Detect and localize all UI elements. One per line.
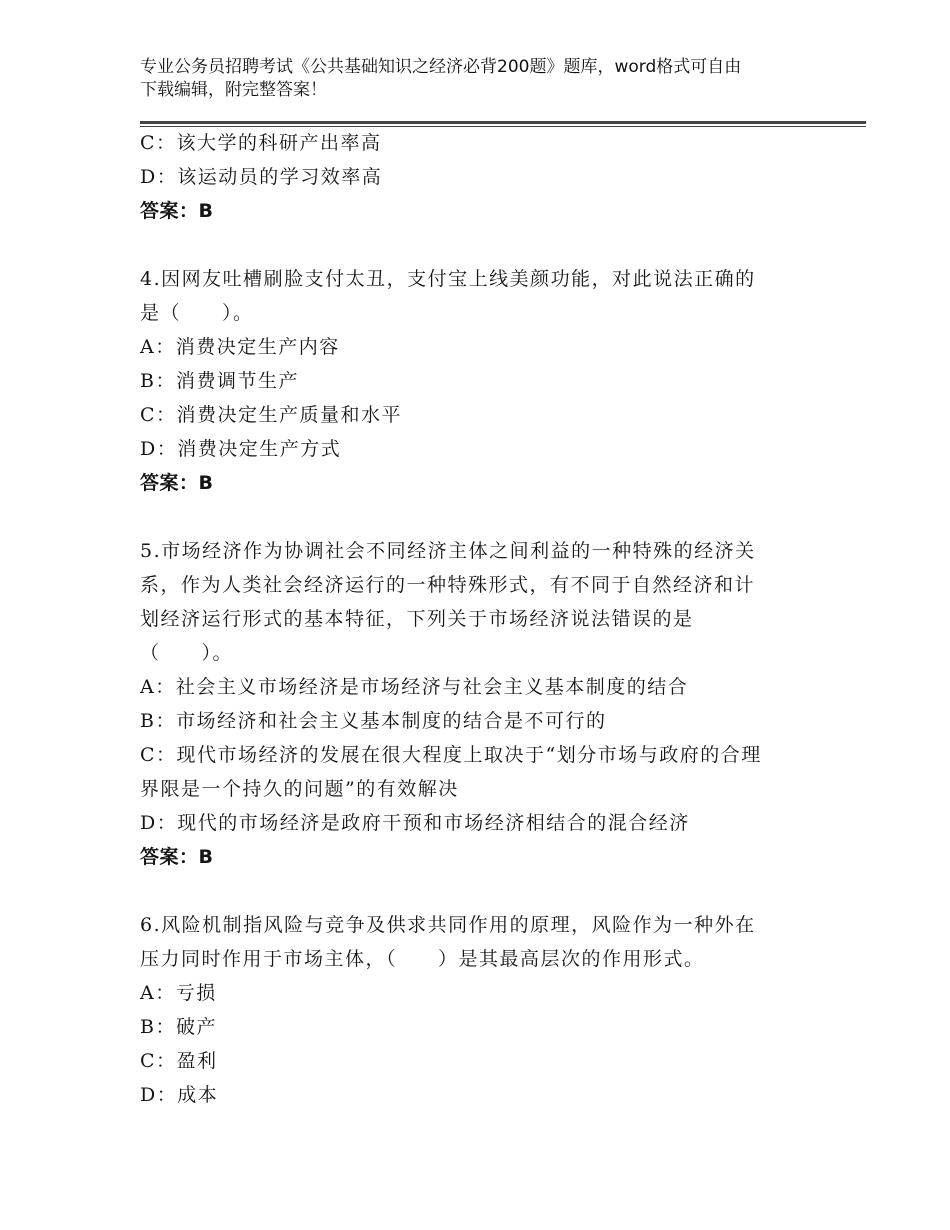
spacer <box>140 500 820 534</box>
answer-label: 答案：B <box>140 200 214 222</box>
question-stem: 划经济运行形式的基本特征，下列关于市场经济说法错误的是 <box>140 608 694 630</box>
question-content <box>140 126 820 1112</box>
option-d: D：消费决定生产方式 <box>140 438 342 460</box>
question-stem: 压力同时作用于市场主体，（ ）是其最高层次的作用形式。 <box>140 948 705 970</box>
document-header <box>140 56 820 102</box>
option-b: B：市场经济和社会主义基本制度的结合是不可行的 <box>140 710 607 732</box>
question-4 <box>140 262 820 500</box>
spacer <box>140 874 820 908</box>
question-stem: 6.风险机制指风险与竞争及供求共同作用的原理，风险作为一种外在 <box>140 914 756 936</box>
header-rule-thick <box>140 121 866 124</box>
option-d: D：成本 <box>140 1084 219 1106</box>
spacer <box>140 228 820 262</box>
question-stem: 系，作为人类社会经济运行的一种特殊形式，有不同于自然经济和计 <box>140 574 756 596</box>
previous-question <box>140 126 820 228</box>
option-a: A：社会主义市场经济是市场经济与社会主义基本制度的结合 <box>140 676 689 698</box>
header-line-1: 专业公务员招聘考试《公共基础知识之经济必背200题》题库，word格式可自由 <box>140 57 742 77</box>
option-b: B：破产 <box>140 1016 217 1038</box>
answer-label: 答案：B <box>140 472 214 494</box>
option-c: C：该大学的科研产出率高 <box>140 132 382 154</box>
answer-label: 答案：B <box>140 846 214 868</box>
option-b: B：消费调节生产 <box>140 370 299 392</box>
option-a: A：消费决定生产内容 <box>140 336 340 358</box>
question-stem: 是（ ）。 <box>140 302 254 324</box>
header-line-2: 下载编辑，附完整答案！ <box>140 80 327 100</box>
option-d: D：现代的市场经济是政府干预和市场经济相结合的混合经济 <box>140 812 690 834</box>
option-c: C：盈利 <box>140 1050 218 1072</box>
option-c: C：消费决定生产质量和水平 <box>140 404 403 426</box>
question-stem: 4.因网友吐槽刷脸支付太丑，支付宝上线美颜功能，对此说法正确的 <box>140 268 756 290</box>
question-5 <box>140 534 820 874</box>
option-c: C：现代市场经济的发展在很大程度上取决于“划分市场与政府的合理 <box>140 744 762 766</box>
option-c-continued: 界限是一个持久的问题”的有效解决 <box>140 778 459 800</box>
question-6 <box>140 908 820 1112</box>
question-stem: （ ）。 <box>140 642 234 664</box>
option-d: D：该运动员的学习效率高 <box>140 166 383 188</box>
option-a: A：亏损 <box>140 982 217 1004</box>
question-stem: 5.市场经济作为协调社会不同经济主体之间利益的一种特殊的经济关 <box>140 540 756 562</box>
